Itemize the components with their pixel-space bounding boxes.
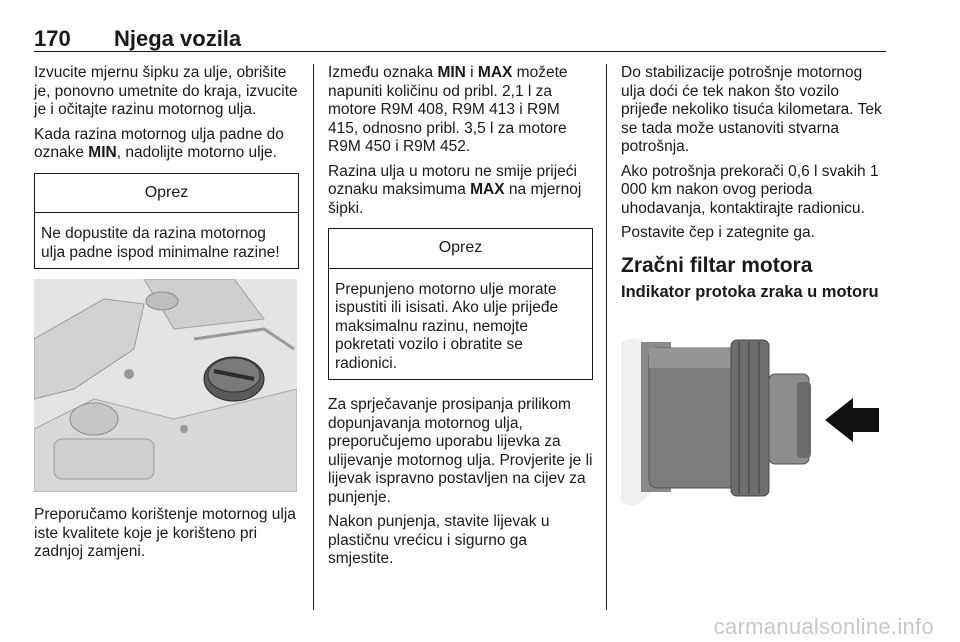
text-span: možete napuniti količinu od pribl. 2,1 l za motore R9M 408, R9M 413 i R9M 415, odnosno pribl. 3,5 l za motore R9M 450 i R9M 452. <box>328 64 568 155</box>
text-span: na mjernoj šipki. <box>328 181 582 217</box>
caution-body: Prepunjeno motorno ulje morate ispustiti ili isisati. Ako ulje prijeđe maksimalnu razinu, nemojte pokretati vozilo i obratite se radionici. <box>335 280 559 372</box>
paragraph-min-level <box>34 126 299 163</box>
header-rule <box>34 51 886 52</box>
page-title: Njega vozila <box>114 26 242 51</box>
caution-title: Oprez <box>35 174 298 214</box>
air-flow-indicator-illustration <box>621 312 885 524</box>
paragraph-funnel: Za sprječavanje prosipanja prilikom dopunjavanja motornog ulja, preporučujemo uporabu lijevka za ulijevanje motornog ulja. Provjerite je li lijevak ispravno postavljen na cijev za punjenje. <box>328 396 593 506</box>
column-3 <box>621 64 883 524</box>
paragraph-cap: Postavite čep i zategnite ga. <box>621 224 815 241</box>
column-divider-1 <box>313 64 314 610</box>
column-divider-2 <box>606 64 607 610</box>
text-span: i <box>465 64 478 81</box>
paragraph-dipstick: Izvucite mjernu šipku za ulje, obrišite je, ponovno umetnite do kraja, izvucite je i očitajte razinu motornog ulja. <box>34 64 298 118</box>
caution-title: Oprez <box>329 229 592 269</box>
text-span: , nadolijte motorno ulje. <box>116 144 277 161</box>
max-mark-label: MAX <box>470 181 505 198</box>
min-mark-label: MIN <box>437 64 466 81</box>
max-mark-label: MAX <box>477 64 513 81</box>
air-filter-illustration <box>621 312 885 524</box>
paragraph-consumption-limit: Ako potrošnja prekorači 0,6 l svakih 1 000 km nakon ovog perioda uhodavanja, kontaktirajte radionicu. <box>621 162 879 217</box>
section-subheading: Indikator protoka zraka u motoru <box>621 283 879 301</box>
paragraph-funnel-storage: Nakon punjenja, stavite lijevak u plastičnu vrećicu i sigurno ga smjestite. <box>328 513 550 567</box>
text-span: Razina ulja u motoru ne smije prijeći oznaku maksimuma <box>328 162 577 198</box>
min-mark-label: MIN <box>88 144 117 161</box>
column-2 <box>328 64 593 575</box>
caution-body: Ne dopustite da razina motornog ulja padne ispod minimalne razine! <box>41 225 280 261</box>
page-number: 170 <box>34 26 71 51</box>
text-span: Između oznaka <box>328 64 438 81</box>
caution-box <box>34 173 299 270</box>
section-heading: Zračni filtar motora <box>621 253 813 277</box>
watermark: carmanualsonline.info <box>713 614 934 639</box>
column-1 <box>34 64 299 568</box>
paragraph-consumption: Do stabilizacije potrošnje motornog ulja doći će tek nakon što vozilo prijeđe nekoliko tisuća kilometara. Tek se tada može ustanoviti stvarna potrošnja. <box>621 64 882 155</box>
paragraph-oil-quality: Preporučamo korištenje motornog ulja iste kvalitete koje je korišteno pri zadnjoj zamjeni. <box>34 506 296 560</box>
paragraph-max-level <box>328 163 593 219</box>
engine-oil-cap-photo <box>34 279 297 492</box>
paragraph-fill-quantity <box>328 64 593 157</box>
engine-bay-illustration <box>34 279 297 492</box>
caution-box <box>328 228 593 380</box>
text-span: Kada razina motornog ulja padne do oznake <box>34 125 284 161</box>
